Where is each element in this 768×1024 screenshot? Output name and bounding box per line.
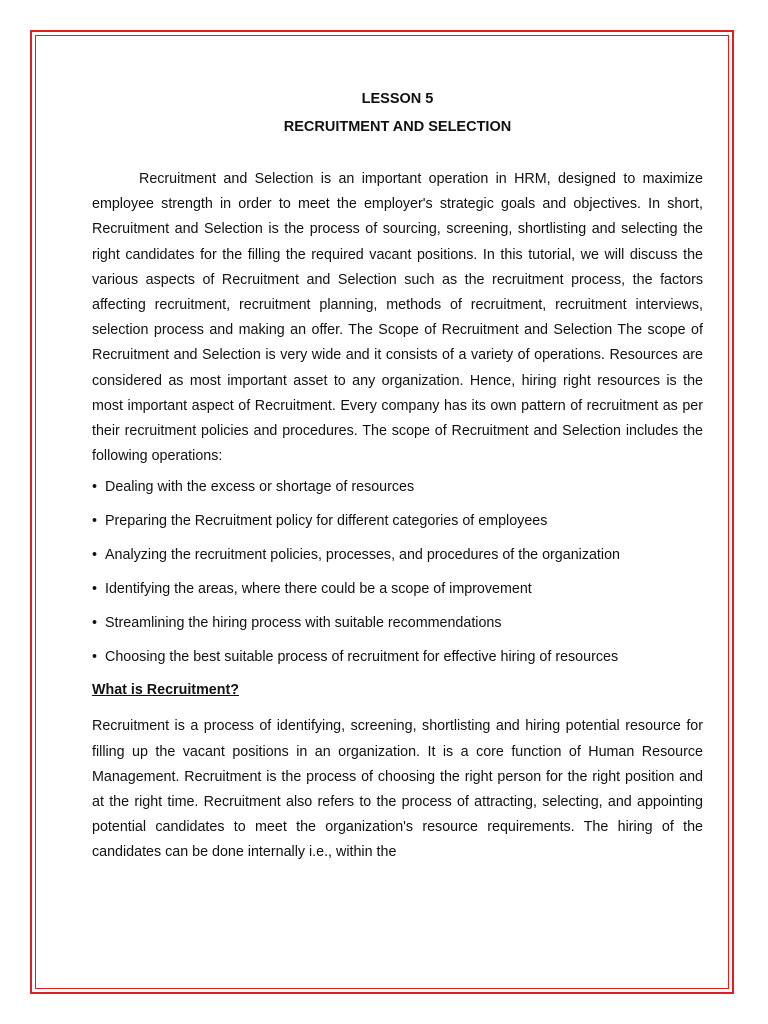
bullet-icon: • [92,581,98,598]
list-item [92,579,703,599]
list-item-text: Choosing the best suitable process of recruitment for effective hiring of resources [105,649,619,666]
document-content [92,88,703,866]
bullet-icon: • [92,615,98,632]
bullet-icon: • [92,513,98,530]
operations-list [92,477,703,667]
section-paragraph: Recruitment is a process of identifying, screening, shortlisting and hiring potential resource for filling up the vacant positions in an organization. It is a core function of Human Resource Management. Recruitment is the process of choosing the right person for the right position and at the right time. Recruitment also refers to the process of attracting, selecting, and appointing potential candidates to meet the organization's resource requirements. The hiring of the candidates can be done internally i.e., within the [92,718,703,861]
list-item [92,613,703,633]
lesson-title: RECRUITMENT AND SELECTION [283,119,512,135]
list-item [92,545,703,565]
list-item [92,477,703,497]
intro-paragraph: Recruitment and Selection is an important operation in HRM, designed to maximize employee strength in order to meet the employer's strategic goals and objectives. In short, Recruitment and Selection is the process of sourcing, screening, shortlisting and selecting the right candidates for the filling the required vacant positions. In this tutorial, we will discuss the various aspects of Recruitment and Selection such as the recruitment process, the factors affecting recruitment, recruitment planning, methods of recruitment, recruitment interviews, selection process and making an offer. The Scope of Recruitment and Selection The scope of Recruitment and Selection is very wide and it consists of a variety of operations. Resources are considered as most important asset to any organization. Hence, hiring right resources is the most important aspect of Recruitment. Every company has its own pattern of recruitment as per their recruitment policies and procedures. The scope of Recruitment and Selection includes the following operations: [92,171,703,465]
list-item-text: Dealing with the excess or shortage of resources [105,479,415,496]
list-item [92,647,703,667]
list-item-text: Preparing the Recruitment policy for different categories of employees [105,513,548,530]
list-item-text: Analyzing the recruitment policies, processes, and procedures of the organization [105,547,620,564]
lesson-number: LESSON 5 [361,91,434,107]
list-item-text: Streamlining the hiring process with suitable recommendations [105,615,502,632]
list-item [92,511,703,531]
bullet-icon: • [92,547,98,564]
bullet-icon: • [92,479,98,496]
bullet-icon: • [92,649,98,666]
section-heading: What is Recruitment? [92,682,239,699]
list-item-text: Identifying the areas, where there could be a scope of improvement [105,581,532,598]
